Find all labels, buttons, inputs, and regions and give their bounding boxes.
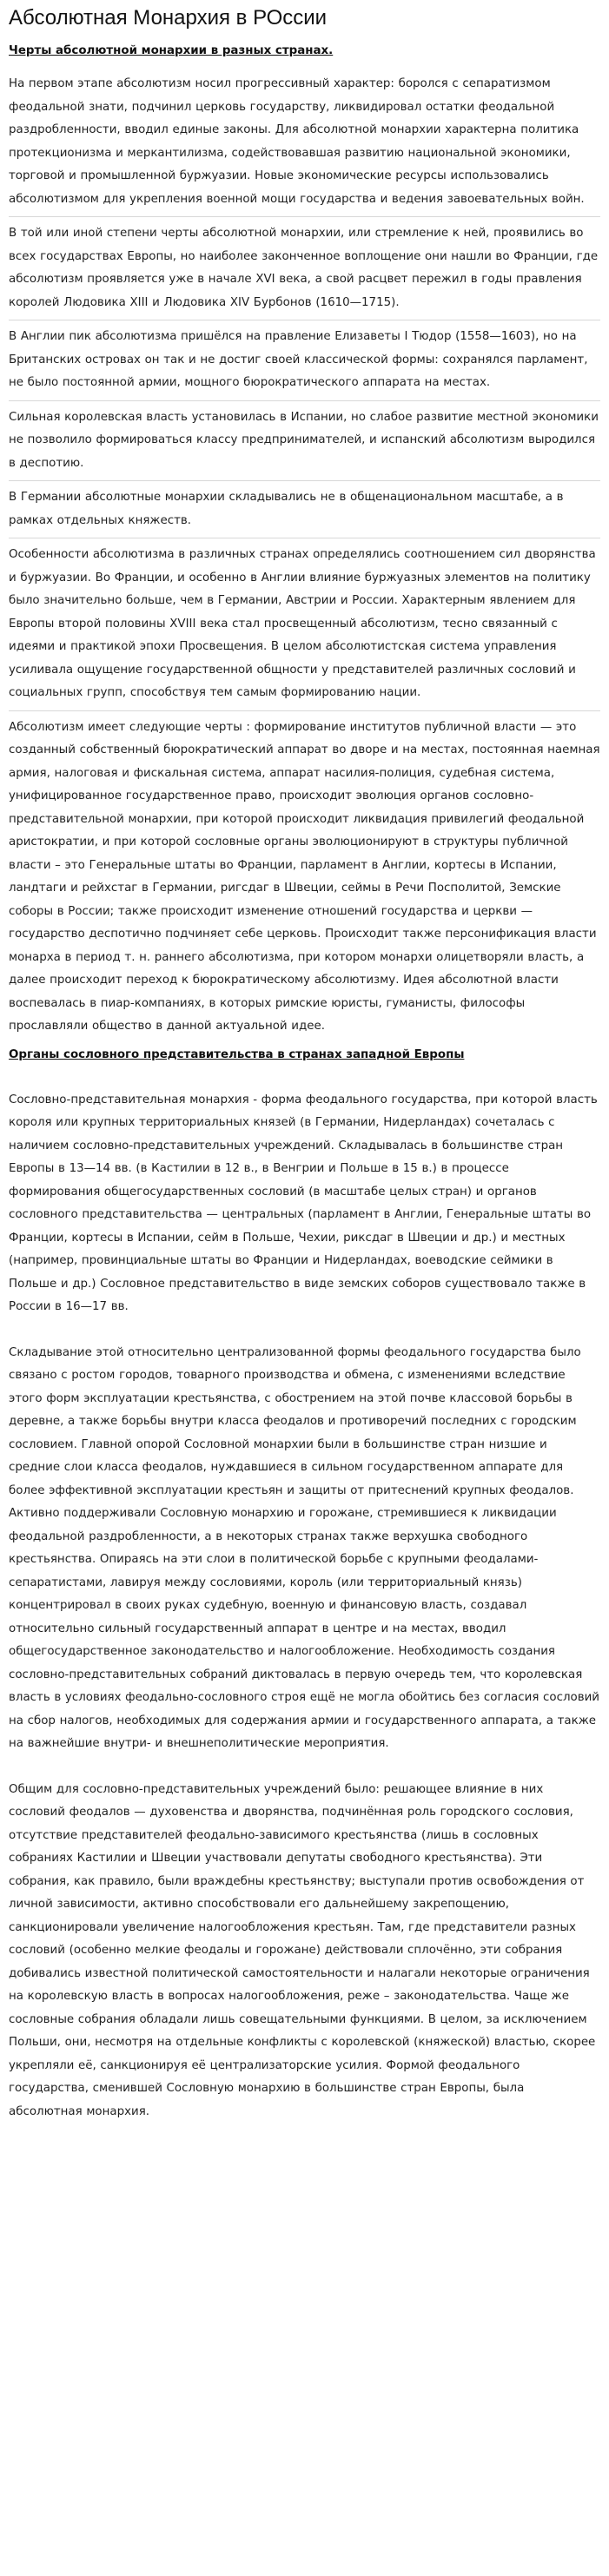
spacer [9,1756,600,1779]
paragraph-estate-monarchy-definition: Сословно-представительная монархия - форма феодального государства, при которой власть короля или крупных территориальных князей (в Германии, Нидерландах) сочеталась с наличием сословно-представительных учреждений. Складывалась в большинстве стран Европы в 13—14 вв. (в Кастилии в 12 в., в Венгрии и Польше в 15 в.) в процессе формирования общегосударственных сословий (в масштабе целых стран) и органов сословного представительства — центральных (парламент в Англии, Генеральные штаты во Франции, кортесы в Испании, сейм в Польше, Чехии, риксдаг в Швеции и др.) и местных (например, провинциальные штаты во Франции и Нидерландах, воеводские сеймики в Польше и др.) Сословное представительство в виде земских соборов существовало также в России в 16—17 вв. [9,1093,598,1313]
paragraph-england: В Англии пик абсолютизма пришёлся на правление Елизаветы I Тюдор (1558—1603), но на Британских островах он так и не достиг своей классической формы: сохранялся парламент, не было постоянной армии, мощного бюрократического аппарата на местах. [9,330,588,389]
paragraph-estate-monarchy-formation: Складывание этой относительно централизованной формы феодального государства было связано с ростом городов, товарного производства и обмена, с изменениями вследствие этого форм эксплуатации крестьянства, с обострением на этой почве классовой борьбы в деревне, а также борьбы внутри класса феодалов и противоречий последних с городским сословием. Главной опорой Сословной монархии были в большинстве стран низшие и средние слои класса феодалов, нуждавшиеся в сильном государственном аппарате для более эффективной эксплуатации крестьян и защиты от притеснений крупных феодалов. Активно поддерживали Сословную монархию и горожане, стремившиеся к ликвидации феодальной раздробленности, а в некоторых странах также верхушка свободного крестьянства. Опираясь на эти слои в политической борьбе с крупными феодалами-сепаратистами, лавируя между сословиями, король (или территориальный князь) концентрировал в своих руках судебную, военную и финансовую власть, создавал относительно сильный государственный аппарат в центре и на местах, вводил общегосударственное законодательство и налогообложение. Необходимость создания сословно-представительных собраний диктовалась в первую очередь тем, что королевская власть в условиях феодально-сословного строя ещё не могла обойтись без согласия сословий на сбор налогов, необходимых для содержания армии и государственного аппарата, а также на важнейшие внутри- и внешнеполитические мероприятия. [9,1345,599,1750]
spacer [9,1319,600,1342]
section-heading-estate-bodies: Органы сословного представительства в странах западной Европы [9,1047,465,1061]
divider [9,480,600,481]
paragraph-absolutism-traits: Абсолютизм имеет следующие черты : формирование институтов публичной власти — это созданный собственный бюрократический аппарат во дворе и на местах, постоянная наемная армия, налоговая и фискальная система, аппарат насилия-полиция, судебная система, унифицированное государственное право, происходит эволюция органов сословно-представительной монархии, при которой происходит ликвидация привилегий феодальной аристократии, и при которой сословные органы эволюционируют в структуры публичной власти – это Генеральные штаты во Франции, парламент в Англии, кортесы в Испании, ландтаги и рейхстаг в Германии, ригсдаг в Швеции, сеймы в Речи Посполитой, Земские соборы в России; также происходит изменение отношений государства и церкви — государство деспотично подчиняет себе церковь. Происходит также персонификация власти монарха в период т. н. раннего абсолютизма, при котором монархи олицетворяли власть, а далее происходит переход к бюрократическому абсолютизму. Идея абсолютной власти воспевалась в пиар-компаниях, в которых римские юристы, гуманисты, философы прославляли общество в данной актуальной идее. [9,720,600,1033]
section-heading-features: Черты абсолютной монархии в разных странах. [9,44,334,57]
paragraph-features-by-country: Особенности абсолютизма в различных странах определялись соотношением сил дворянства и буржуазии. Во Франции, и особенно в Англии влияние буржуазных элементов на политику было значительно больше, чем в Германии, Австрии и России. Характерным явлением для Европы второй половины XVIII века стал просвещенный абсолютизм, тесно связанный с идеями и практикой эпохи Просвещения. В целом абсолютистская система управления усиливала ощущение государственной общности у представителей различных сословий и социальных групп, способствуя тем самым формированию нации. [9,548,596,699]
divider [9,710,600,711]
spacer [9,1067,600,1089]
divider [9,216,600,217]
paragraph-europe-states: В той или иной степени черты абсолютной монархии, или стремление к ней, проявились во всех государствах Европы, но наиболее законченное воплощение они нашли во Франции, где абсолютизм проявляется уже в начале XVI века, а свой расцвет пережил в годы правления королей Людовика XIII и Людовика XIV Бурбонов (1610—1715). [9,227,599,309]
paragraph-estate-institutions-common: Общим для сословно-представительных учреждений было: решающее влияние в них сословий феодалов — духовенства и дворянства, подчинённая роль городского сословия, отсутствие представителей феодально-зависимого крестьянства (лишь в сословных собраниях Кастилии и Швеции участвовали депутаты свободного крестьянства). Эти собрания, как правило, были враждебны крестьянству; выступали против освобождения от личной зависимости, активно способствовали его дальнейшему закрепощению, санкционировали увеличение налогообложения крестьян. Там, где представители разных сословий (особенно мелкие феодалы и горожане) действовали сплочённо, эти собрания добивались известной политической самостоятельности и налагали некоторые ограничения на королевскую власть в вопросах налогообложения, реже – законодательства. Чаще же сословные собрания обладали лишь совещательными функциями. В целом, за исключением Польши, они, несмотря на отдельные конфликты с королевской (княжеской) властью, скорее укрепляли её, санкционируя её централизаторские усилия. Формой феодального государства, сменившей Сословную монархию в большинстве стран Европы, была абсолютная монархия. [9,1782,596,2118]
page-title: Абсолютная Монархия в РОссии [9,6,328,30]
paragraph-germany: В Германии абсолютные монархии складывались не в общенациональном масштабе, а в рамках отдельных княжеств. [9,491,564,527]
paragraph-spain: Сильная королевская власть установилась в Испании, но слабое развитие местной экономики не позволило формироваться классу предпринимателей, и испанский абсолютизм выродился в деспотию. [9,410,599,470]
paragraph-first-stage: На первом этапе абсолютизм носил прогрессивный характер: боролся с сепаратизмом феодальной знати, подчинил церковь государству, ликвидировал остатки феодальной раздробленности, вводил единые законы. Для абсолютной монархии характерна политика протекционизма и меркантилизма, содействовавшая развитию национальной экономики, торговой и промышленной буржуазии. Новые экономические ресурсы использовались абсолютизмом для укрепления военной мощи государства и ведения завоевательных войн. [9,77,585,206]
divider [9,400,600,401]
